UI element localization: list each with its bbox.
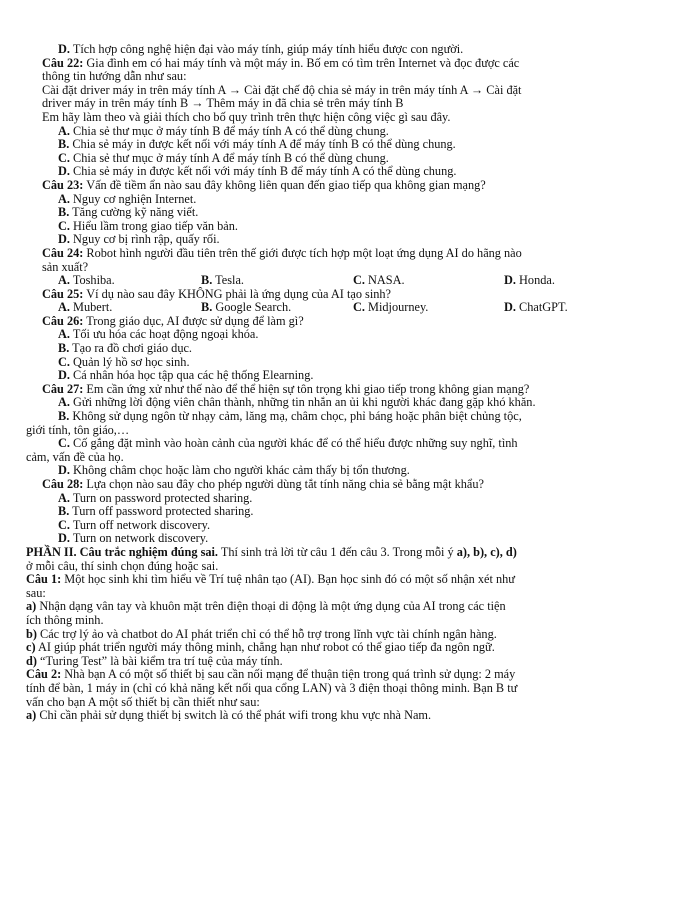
question-24: Câu 24: Robot hình người đầu tiên trên thế giới được tích hợp một loạt ứng dụng AI do hãng nào sản xuất? A. Toshiba. B. Tesla. C. NASA. D. Honda. [26, 247, 656, 288]
part-2-heading: PHẦN II. Câu trắc nghiệm đúng sai. [26, 544, 218, 559]
q28-option-c: C. Turn off network discovery. [58, 517, 211, 532]
q27-option-c: C. Cố gắng đặt mình vào hoàn cảnh của người khác để có thể hiểu được những suy nghĩ, tình [58, 436, 518, 451]
exam-page [26, 43, 656, 723]
question-26: Câu 26: Trong giáo dục, AI được sử dụng để làm gì? A. Tối ưu hóa các hoạt động ngoại khóa. B. Tạo ra đồ chơi giáo dục. C. Quản lý hồ sơ học sinh. D. Cá nhân hóa học tập qua các hệ thống Elearning. [26, 315, 656, 383]
p2q1-statement-d: d) “Turing Test” là bài kiểm tra trí tuệ của máy tính. [26, 653, 283, 668]
q24-options [26, 274, 656, 288]
q22-option-b: B. Chia sẻ máy in được kết nối với máy tính A để máy tính B có thể dùng chung. [58, 137, 456, 152]
q21-option-d: D. Tích hợp công nghệ hiện đại vào máy tính, giúp máy tính hiểu được con người. [58, 42, 464, 56]
q27-option-c-cont: cảm, vấn đề của họ. [26, 449, 124, 464]
q26-option-a: A. Tối ưu hóa các hoạt động ngoại khóa. [58, 327, 259, 342]
q25-option-c: C. Midjourney. [353, 300, 429, 315]
p2q1-number: Câu 1: [26, 572, 62, 587]
q27-option-d: D. Không châm chọc hoặc làm cho người khác cảm thấy bị tổn thương. [58, 463, 410, 478]
question-22: Câu 22: Gia đình em có hai máy tính và một máy in. Bố em có tìm trên Internet và đọc được các thông tin hướng dẫn như sau: Cài đặt driver máy in trên máy tính A → Cài đặt chế độ chia sẻ máy in trên máy tính A → Cài đặt driver máy in trên máy tính B → Thêm máy in đã chia sẻ trên máy tính B Em hãy làm theo và giải thích cho bố quy trình trên thực hiện công việc gì sau đây. A. Chia sẻ thư mục ở máy tính B để máy tính A có thể dùng chung. B. Chia sẻ máy in được kết nối với máy tính A để máy tính B có thể dùng chung. C. Chia sẻ thư mục ở máy tính A để máy tính B có thể dùng chung. D. Chia sẻ máy in được kết nối với máy tính B để máy tính A có thể dùng chung. [26, 57, 656, 179]
part-2-question-2: Câu 2: Nhà bạn A có một số thiết bị sau cần nối mạng để thuận tiện trong quá trình sử dụng: 2 máy tính để bàn, 1 máy in (chỉ có khả năng kết nối qua cổng LAN) và 3 điện thoại thông minh. Bạn B tư vấn cho bạn A một số thiết bị cần thiết như sau: a) Chỉ cần phải sử dụng thiết bị switch là có thể phát wifi trong khu vực nhà Nam. [26, 668, 656, 722]
q28-option-b: B. Turn off password protected sharing. [58, 504, 254, 519]
q26-option-b: B. Tạo ra đồ chơi giáo dục. [58, 341, 193, 356]
q23-option-d: D. Nguy cơ bị rình rập, quấy rối. [58, 232, 220, 247]
q22-option-c: C. Chia sẻ thư mục ở máy tính A để máy tính B có thể dùng chung. [58, 150, 389, 165]
q26-option-d: D. Cá nhân hóa học tập qua các hệ thống Elearning. [58, 368, 314, 383]
q23-option-a: A. Nguy cơ nghiện Internet. [58, 191, 197, 206]
q24-number: Câu 24: [42, 245, 84, 260]
question-23: Câu 23: Vấn đề tiềm ẩn nào sau đây không liên quan đến giao tiếp qua không gian mạng? A. Nguy cơ nghiện Internet. B. Tăng cường kỹ năng viết. C. Hiểu lầm trong giao tiếp văn bản. D. Nguy cơ bị rình rập, quấy rối. [26, 179, 656, 247]
q23-option-c: C. Hiểu lầm trong giao tiếp văn bản. [58, 218, 238, 233]
part-2-header: PHẦN II. Câu trắc nghiệm đúng sai. Thí sinh trả lời từ câu 1 đến câu 3. Trong mỗi ý a), b), c), d) ở mỗi câu, thí sinh chọn đúng hoặc sai. [26, 544, 517, 573]
q28-option-a: A. Turn on password protected sharing. [58, 490, 253, 505]
q25-number: Câu 25: [42, 286, 84, 301]
q22-number: Câu 22: [42, 55, 84, 70]
p2q1-statement-b: b) Các trợ lý ảo và chatbot do AI phát triển chỉ có thể hỗ trợ trong lĩnh vực tài chính ngân hàng. [26, 626, 497, 641]
q24-option-b: B. Tesla. [201, 273, 244, 288]
question-28: Câu 28: Lựa chọn nào sau đây cho phép người dùng tắt tính năng chia sẻ bằng mật khẩu? A. Turn on password protected sharing. B. Turn off password protected sharing. C. Turn off network discovery. D. Turn on network discovery. [26, 478, 656, 546]
q27-number: Câu 27: [42, 381, 84, 396]
q22-option-a: A. Chia sẻ thư mục ở máy tính B để máy tính A có thể dùng chung. [58, 123, 389, 138]
q25-option-b: B. Google Search. [201, 300, 292, 315]
q27-option-a: A. Gửi những lời động viên chân thành, những tin nhắn an ủi khi người khác đang gặp khó khăn. [58, 395, 536, 410]
q28-number: Câu 28: [42, 477, 84, 491]
p2q1-statement-c: c) AI giúp phát triển người máy thông minh, chẳng hạn như robot có thể giao tiếp đa ngôn ngữ. [26, 640, 495, 655]
p2q2-statement-a: a) Chỉ cần phải sử dụng thiết bị switch là có thể phát wifi trong khu vực nhà Nam. [26, 708, 432, 723]
q22-option-d: D. Chia sẻ máy in được kết nối với máy tính B để máy tính A có thể dùng chung. [58, 164, 457, 179]
q27-option-b: B. Không sử dụng ngôn từ nhạy cảm, lăng mạ, châm chọc, phỉ báng hoặc phân biệt chủng tộc, [58, 409, 522, 424]
q24-option-d: D. Honda. [504, 273, 555, 288]
q27-option-b-cont: giới tính, tôn giáo,… [26, 422, 130, 437]
q28-option-d: D. Turn on network discovery. [58, 531, 209, 546]
q25-options [26, 301, 656, 315]
q25-option-d: D. ChatGPT. [504, 300, 568, 315]
q26-number: Câu 26: [42, 313, 84, 328]
q26-option-c: C. Quản lý hồ sơ học sinh. [58, 354, 190, 369]
part-2-question-1: Câu 1: Một học sinh khi tìm hiểu về Trí tuệ nhân tạo (AI). Bạn học sinh đó có một số nhận xét như sau: a) Nhận dạng vân tay và khuôn mặt trên điện thoại di động là một ứng dụng của AI trong các tiện ích thông minh. b) Các trợ lý ảo và chatbot do AI phát triển chỉ có thể hỗ trợ trong lĩnh vực tài chính ngân hàng. c) AI giúp phát triển người máy thông minh, chẳng hạn như robot có thể giao tiếp đa ngôn ngữ. d) “Turing Test” là bài kiểm tra trí tuệ của máy tính. [26, 573, 656, 668]
q23-option-b: B. Tăng cường kỹ năng viết. [58, 205, 199, 220]
question-25: Câu 25: Ví dụ nào sau đây KHÔNG phải là ứng dụng của AI tạo sinh? A. Mubert. B. Google Search. C. Midjourney. D. ChatGPT. [26, 288, 656, 315]
p2q2-number: Câu 2: [26, 667, 62, 682]
question-27: Câu 27: Em cần ứng xử như thế nào để thể hiện sự tôn trọng khi giao tiếp trong không gian mạng? A. Gửi những lời động viên chân thành, những tin nhắn an ủi khi người khác đang gặp khó khăn. B. Không sử dụng ngôn từ nhạy cảm, lăng mạ, châm chọc, phỉ báng hoặc phân biệt chủng tộc, giới tính, tôn giáo,… C. Cố gắng đặt mình vào hoàn cảnh của người khác để có thể hiểu được những suy nghĩ, tình cảm, vấn đề của họ. D. Không châm chọc hoặc làm cho người khác cảm thấy bị tổn thương. [26, 383, 656, 478]
q24-option-c: C. NASA. [353, 273, 405, 288]
q23-number: Câu 23: [42, 177, 84, 192]
p2q1-statement-a: a) Nhận dạng vân tay và khuôn mặt trên điện thoại di động là một ứng dụng của AI trong các tiện [26, 599, 506, 614]
q25-option-a: A. Mubert. [58, 300, 113, 315]
q24-option-a: A. Toshiba. [58, 273, 115, 288]
